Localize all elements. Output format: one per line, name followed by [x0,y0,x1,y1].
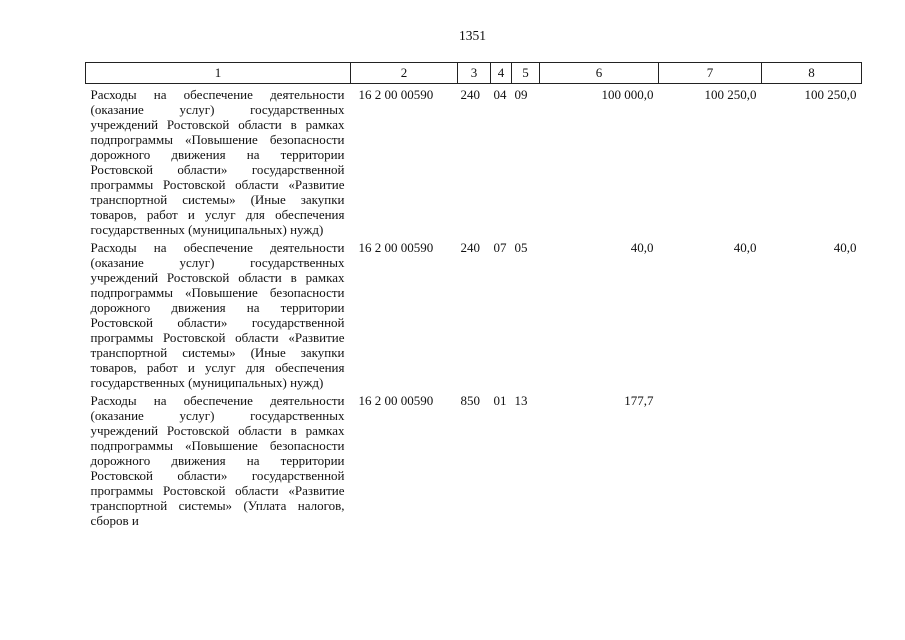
table-row [86,84,862,238]
header-col-7: 7 [659,63,762,84]
budget-table-container [85,62,861,528]
row-amount-year-3: 40,0 [833,240,857,255]
row-target-article: 16 2 00 00590 [358,240,434,255]
header-col-2: 2 [351,63,458,84]
row-amount-year-2: 40,0 [733,240,757,255]
page-number: 1351 [459,28,486,43]
table-body [86,84,862,529]
row-amount-year-2 [659,390,762,528]
table-row [86,237,862,390]
row-description: Расходы на обеспечение деятельности (оказание услуг) государственных учреждений Ростовской области в рамках подпрограммы «Повышение безопасности дорожного движения на территории Ростовской области» государственной программы Ростовской области «Развитие транспортной системы» (Иные закупки товаров, работ и услуг для обеспечения государственных (муниципальных) нужд) [90,87,345,237]
table-header [86,63,862,84]
row-amount-year-1: 40,0 [630,240,654,255]
row-section: 01 [493,393,507,408]
row-amount-year-3: 100 250,0 [804,87,857,102]
header-col-6: 6 [540,63,659,84]
header-col-8: 8 [762,63,862,84]
row-amount-year-1: 177,7 [624,393,654,408]
row-amount-year-3 [762,390,862,528]
row-subsection: 09 [514,87,528,102]
header-col-5: 5 [512,63,540,84]
row-section: 04 [493,87,507,102]
header-row [86,63,862,84]
row-target-article: 16 2 00 00590 [358,393,434,408]
row-description: Расходы на обеспечение деятельности (оказание услуг) государственных учреждений Ростовской области в рамках подпрограммы «Повышение безопасности дорожного движения на территории Ростовской области» государственной программы Ростовской области «Развитие транспортной системы» (Уплата налогов, сборов и [90,393,345,528]
header-col-4: 4 [491,63,512,84]
row-subsection: 05 [514,240,528,255]
row-description: Расходы на обеспечение деятельности (оказание услуг) государственных учреждений Ростовской области в рамках подпрограммы «Повышение безопасности дорожного движения на территории Ростовской области» государственной программы Ростовской области «Развитие транспортной системы» (Иные закупки товаров, работ и услуг для обеспечения государственных (муниципальных) нужд) [90,240,345,390]
header-col-1: 1 [86,63,351,84]
budget-table [85,62,862,528]
row-expense-type: 240 [460,240,480,255]
row-section: 07 [493,240,507,255]
row-expense-type: 850 [460,393,480,408]
header-col-3: 3 [458,63,491,84]
row-amount-year-2: 100 250,0 [704,87,757,102]
table-row [86,390,862,528]
row-amount-year-1: 100 000,0 [601,87,654,102]
row-expense-type: 240 [460,87,480,102]
row-target-article: 16 2 00 00590 [358,87,434,102]
row-subsection: 13 [514,393,528,408]
